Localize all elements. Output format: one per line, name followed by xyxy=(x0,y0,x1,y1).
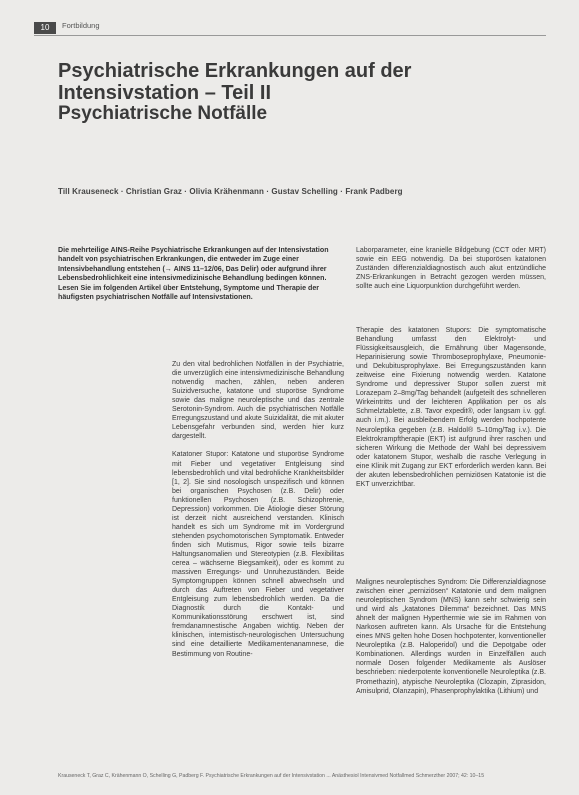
article-abstract: Die mehrteilige AINS-Reihe Psychiatrische Erkrankungen auf der Intensivstation handelt von psychiatrischen Erkrankungen, die entweder im Zuge einer Intensivbehandlung entstehen (→ AINS 11–12/06, Das Delir) oder aufgrund ihrer Lebensbedrohlichkeit eine intensivmedizinische Behandlung bedingen können. Lesen Sie im folgenden Artikel über Entstehung, Symptome und Therapie der häufigsten psychiatrischen Notfälle auf Intensivstationen. xyxy=(58,246,329,302)
page-number: 10 xyxy=(34,22,56,34)
body-column-right-2: Malignes neuroleptisches Syndrom: Die Differenzialdiagnose zwischen einer „perniziösen“ Katatonie und dem malignen neuroleptischen Syndrom (MNS) kann sehr schwierig sein und wird als „katatones Dilemma“ bezeichnet. Das MNS ähnelt der malignen Hyperthermie wie sie im Rahmen von Narkosen auftreten kann. Als Ursache für die Entstehung eines MNS gelten hohe Dosen hochpotenter, konventioneller Neuroleptika (z.B. Haloperidol) und die Depotgabe oder Kombinationen. Allerdings wurden in Einzelfällen auch normale Dosen folgender Medikamente als Auslöser beschrieben: niederpotente konventionelle Neuroleptika (z.B. Promethazin), atypische Neuroleptika (Clozapin, Ziprasidon, Amisulprid, Olanzapin), Phasenprophylaktika (Lithium) und xyxy=(356,579,546,695)
author-list: Till Krauseneck · Christian Graz · Olivia Krähenmann · Gustav Schelling · Frank Padberg xyxy=(58,187,403,196)
body-column-right-1: Therapie des katatonen Stupors: Die symptomatische Behandlung umfasst den Elektrolyt- und Flüssigkeitsausgleich, die Ernährung über Magensonde, Heparinisierung sowie Thromboseprophylaxe, Pneumonie- und Dekubitusprophylaxe. Bei Erregungszuständen kann zeitweise eine Fixierung notwendig werden. Katatone Syndrome und depressiver Stupor sollen zuerst mit Lorazepam 2–8mg/Tag behandelt (aufgeteilt des schnelleren Wirkeintritts und der leichteren Applikation per os als Schmelztablette, z.B. Tavor expedit®, oder langsam i.v. ggf. auch i.m.). Bei ausbleibendem Erfolg werden hochpotente Neuroleptika gegeben (z.B. Haldol® 5–10mg/Tag i.v.). Die Elektrokrampftherapie (EKT) ist aufgrund ihrer raschen und sicheren Wirkung die Methode der Wahl bei depressivem oder katatonem Stupor, weshalb die rasche Verlegung in eine Klinik mit Zugang zur EKT erforderlich werden kann. Bei der akuten lebensbedrohlichen perniziösen Katatonie ist die EKT unverzichtbar. xyxy=(356,327,546,488)
body-column-middle: Zu den vital bedrohlichen Notfällen in der Psychiatrie, die unverzüglich eine intensivmedizinische Behandlung notwendig machen, zählen, neben anderen Suizidversuche, katatone und stuporöse Syndrome sowie das maligne neuroleptische und das zentrale Serotonin-Syndrom. Auch die psychiatrischen Notfälle Erregungszustand und akute Suizidalität, die mit akuter Lebensgefahr verbunden sind, werden hier kurz dargestellt. Katatoner Stupor: Katatone und stuporöse Syndrome mit Fieber und vegetativer Entgleisung sind lebensbedrohlich und vital bedrohliche Krankheitsbilder [1, 2]. Sie sind nosologisch unspezifisch und können bei organischen Psychosen (z.B. Delir) oder funktionellen Psychosen (z.B. Schizophrenie, Depression) vorkommen. Die Ätiologie dieser Störung ist derzeit nicht ausreichend verstanden. Klinisch handelt es sich um Syndrome mit im Vordergrund stehenden psychomotorischen Symptomatik. Entweder finden sich Mutismus, Rigor sowie teils bizarre Haltungsanomalien und Stereotypien (z.B. Flexibilitas cerea – wächserne Biegsamkeit), oder es kommt zu massiven Erregungs- und Unruhezuständen. Beide Symptomgruppen können schnell abwechseln und durch das Auftreten von Fieber und vegetativer Entgleisung zum lebensbedrohlich werden. Da die Diagnostik durch die Kontakt- und Kommunikationsstörung erschwert ist, sind fremdanamnestische Angaben wichtig. Neben der klinischen, internistisch-neurologischen Untersuchung sind eine detaillierte Medikamentenanamnese, die Bestimmung von Routine- xyxy=(172,361,344,658)
article-subtitle: Psychiatrische Notfälle xyxy=(58,103,268,124)
body-column-right-top: Laborparameter, eine kranielle Bildgebung (CCT oder MRT) sowie ein EEG notwendig. Da bei stuporösen katatonen Zuständen differenzialdiagnostisch auch akut entzündliche ZNS-Erkrankungen in Betracht gezogen werden müssen, sollte auch eine Liquorpunktion durchgeführt werden. xyxy=(356,247,546,291)
running-head: Fortbildung xyxy=(62,21,100,30)
header-rule xyxy=(34,35,546,36)
page-footer: Krauseneck T, Graz C, Krähenmann O, Schelling G, Padberg F. Psychiatrische Erkrankungen auf der Intensivstation ... Anästhesiol Intensivmed Notfallmed Schmerzther 2007; 42: 10–15 xyxy=(58,773,485,779)
article-title: Psychiatrische Erkrankungen auf der Intensivstation – Teil II xyxy=(58,60,412,104)
